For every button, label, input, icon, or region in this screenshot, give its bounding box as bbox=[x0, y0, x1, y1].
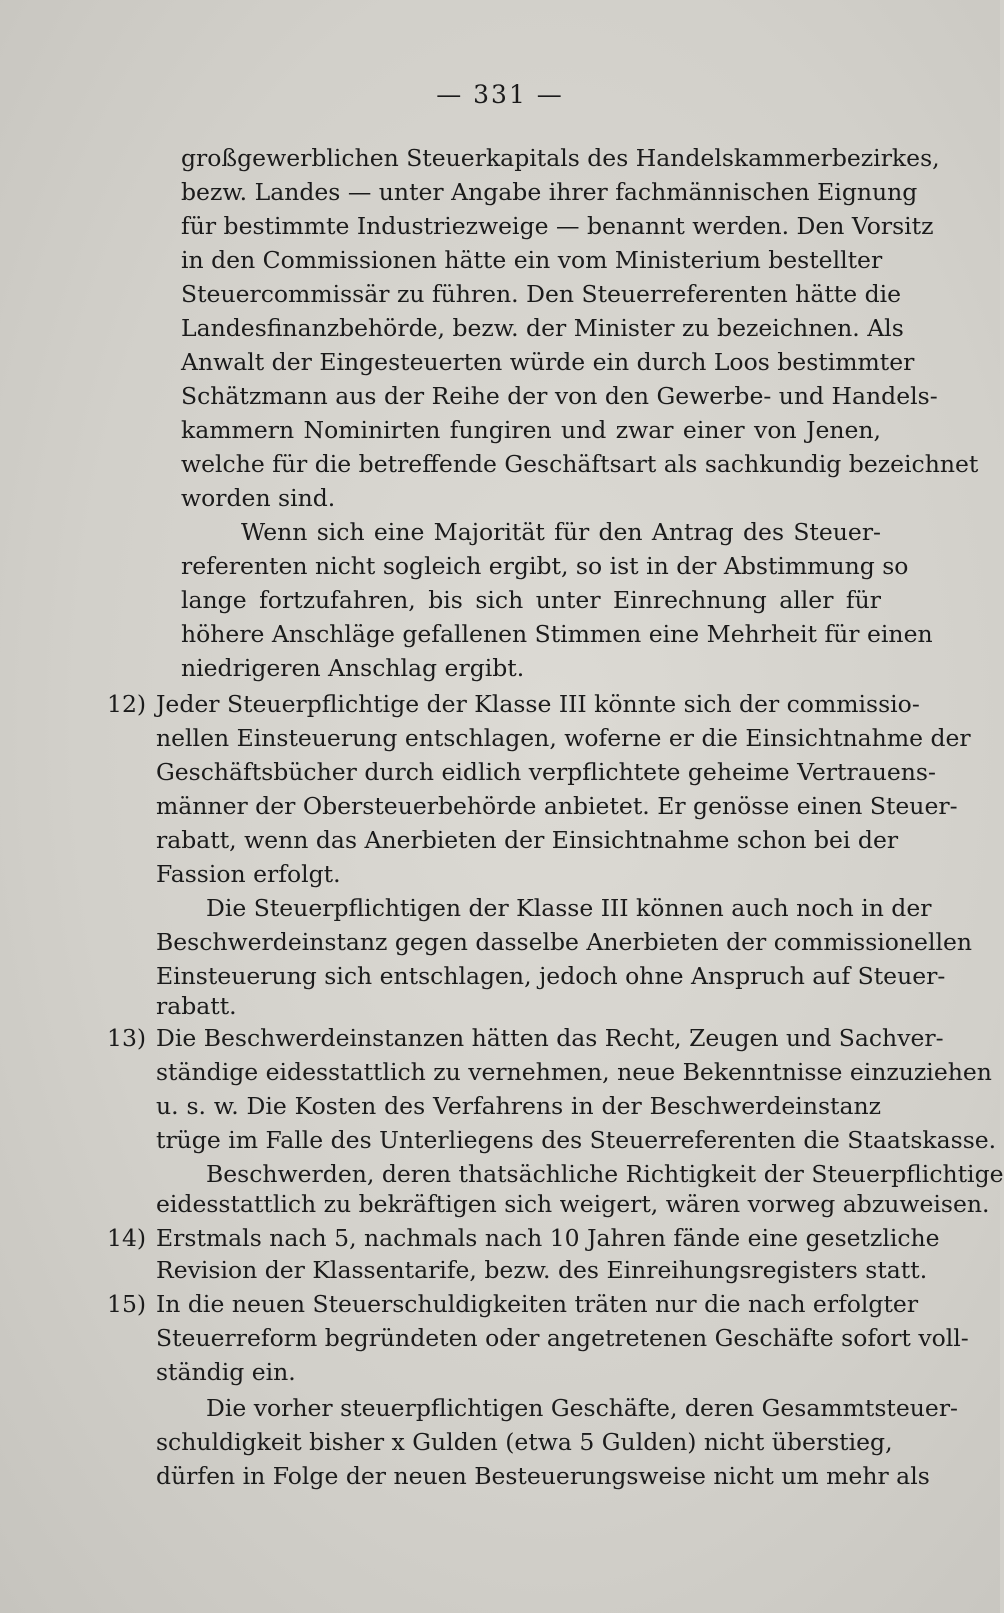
text-line: dürfen in Folge der neuen Besteuerungsweise nicht um mehr als bbox=[156, 1462, 930, 1490]
text-line: höhere Anschläge gefallenen Stimmen eine Mehrheit für einen bbox=[181, 620, 933, 648]
text-line: für bestimmte Industriezweige — benannt werden. Den Vorsitz bbox=[181, 212, 934, 240]
text-line: in den Commissionen hätte ein vom Ministerium bestellter bbox=[181, 246, 883, 274]
text-line: ständige eidesstattlich zu vernehmen, neue Bekenntnisse einzuziehen bbox=[156, 1058, 992, 1086]
text-line: trüge im Falle des Unterliegens des Steuerreferenten die Staatskasse. bbox=[156, 1126, 997, 1154]
text-line: Beschwerdeinstanz gegen dasselbe Anerbieten der commissionellen bbox=[156, 928, 973, 956]
text-line: schuldigkeit bisher x Gulden (etwa 5 Gulden) nicht überstieg, bbox=[156, 1428, 893, 1456]
item-number-15: 15) bbox=[107, 1290, 147, 1318]
text-line: Revision der Klassentarife, bezw. des Einreihungsregisters statt. bbox=[156, 1256, 928, 1284]
text-line: kammern Nominirten fungiren und zwar einer von Jenen, bbox=[181, 416, 881, 444]
text-line: rabatt. bbox=[156, 992, 237, 1020]
text-line: Die vorher steuerpflichtigen Geschäfte, deren Gesammtsteuer- bbox=[206, 1394, 958, 1422]
text-line: eidesstattlich zu bekräftigen sich weigert, wären vorweg abzuweisen. bbox=[156, 1190, 990, 1218]
text-line: referenten nicht sogleich ergibt, so ist in der Abstimmung so bbox=[181, 552, 909, 580]
text-line: Fassion erfolgt. bbox=[156, 860, 341, 888]
text-line: rabatt, wenn das Anerbieten der Einsichtnahme schon bei der bbox=[156, 826, 899, 854]
text-line: lange fortzufahren, bis sich unter Einrechnung aller für bbox=[181, 586, 881, 614]
text-line: Geschäftsbücher durch eidlich verpflichtete geheime Vertrauens- bbox=[156, 758, 936, 786]
text-line: ständig ein. bbox=[156, 1358, 296, 1386]
text-line: Steuerreform begründeten oder angetretenen Geschäfte sofort voll- bbox=[156, 1324, 969, 1352]
text-line: In die neuen Steuerschuldigkeiten träten nur die nach erfolgter bbox=[156, 1290, 919, 1318]
item-number-14: 14) bbox=[107, 1224, 147, 1252]
text-line: niedrigeren Anschlag ergibt. bbox=[181, 654, 525, 682]
text-line: Beschwerden, deren thatsächliche Richtigkeit der Steuerpflichtige bbox=[206, 1160, 1004, 1188]
text-line: Die Beschwerdeinstanzen hätten das Recht, Zeugen und Sachver- bbox=[156, 1024, 944, 1052]
text-line: großgewerblichen Steuerkapitals des Handelskammerbezirkes, bbox=[181, 144, 940, 172]
item-number-13: 13) bbox=[107, 1024, 147, 1052]
text-line: Wenn sich eine Majorität für den Antrag des Steuer- bbox=[241, 518, 881, 546]
text-line: nellen Einsteuerung entschlagen, woferne er die Einsichtnahme der bbox=[156, 724, 971, 752]
text-line: Anwalt der Eingesteuerten würde ein durch Loos bestimmter bbox=[181, 348, 915, 376]
text-line: Jeder Steuerpflichtige der Klasse III könnte sich der commissio- bbox=[156, 690, 920, 718]
text-line: Die Steuerpflichtigen der Klasse III können auch noch in der bbox=[206, 894, 932, 922]
text-line: Schätzmann aus der Reihe der von den Gewerbe- und Handels- bbox=[181, 382, 938, 410]
item-number-12: 12) bbox=[107, 690, 147, 718]
text-line: bezw. Landes — unter Angabe ihrer fachmännischen Eignung bbox=[181, 178, 918, 206]
text-line: Erstmals nach 5, nachmals nach 10 Jahren fände eine gesetzliche bbox=[156, 1224, 940, 1252]
page-number: — 331 — bbox=[436, 80, 564, 109]
text-line: Steuercommissär zu führen. Den Steuerreferenten hätte die bbox=[181, 280, 902, 308]
text-line: u. s. w. Die Kosten des Verfahrens in der Beschwerdeinstanz bbox=[156, 1092, 881, 1120]
text-line: männer der Obersteuerbehörde anbietet. Er genösse einen Steuer- bbox=[156, 792, 958, 820]
text-line: Einsteuerung sich entschlagen, jedoch ohne Anspruch auf Steuer- bbox=[156, 962, 946, 990]
text-line: welche für die betreffende Geschäftsart als sachkundig bezeichnet bbox=[181, 450, 979, 478]
text-line: worden sind. bbox=[181, 484, 336, 512]
text-line: Landesfinanzbehörde, bezw. der Minister zu bezeichnen. Als bbox=[181, 314, 904, 342]
